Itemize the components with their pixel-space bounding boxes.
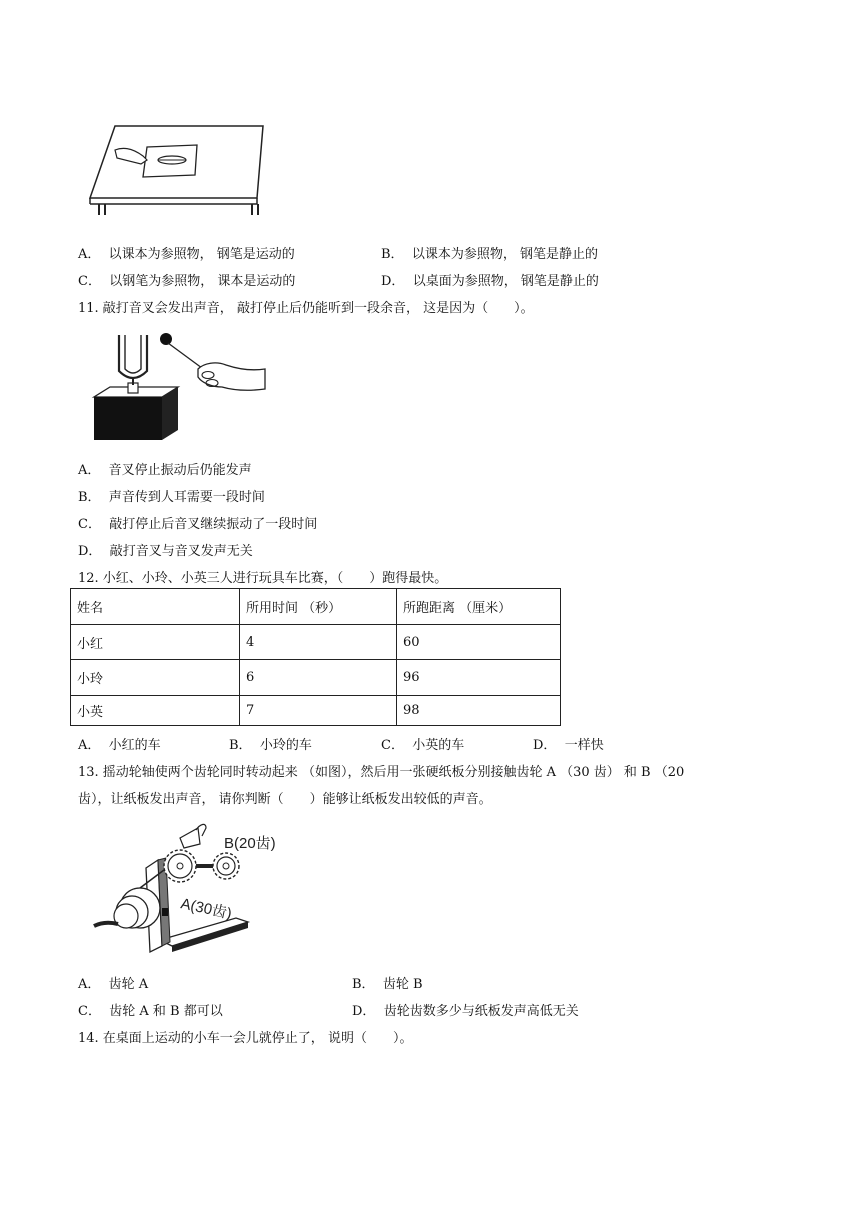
table-cell: 4 <box>240 625 397 660</box>
option-text: 一样快 <box>564 738 604 753</box>
option-letter: C． <box>78 1004 101 1019</box>
table-header-row <box>71 589 561 625</box>
table-row <box>71 625 561 660</box>
table-cell: 60 <box>397 625 561 660</box>
option-letter: B． <box>78 490 101 505</box>
q11-option-c[interactable] <box>78 513 317 532</box>
q12-option-b[interactable] <box>229 734 312 753</box>
option-letter: A． <box>78 247 101 262</box>
table-cell: 96 <box>397 660 561 696</box>
table-header-cell: 所跑距离 （厘米） <box>397 589 561 625</box>
option-letter: C． <box>381 738 404 753</box>
q10-option-d[interactable] <box>381 270 599 289</box>
q13-option-d[interactable] <box>352 1000 579 1019</box>
q13-option-a[interactable] <box>78 973 148 992</box>
figure-gears <box>88 818 288 958</box>
q12-option-c[interactable] <box>381 734 464 753</box>
table-header-cell: 所用时间 （秒） <box>240 589 397 625</box>
gear-a-label: A(30齿) <box>179 895 234 923</box>
option-letter: D． <box>381 274 405 289</box>
q12-data-table <box>70 588 561 726</box>
option-letter: A． <box>78 463 101 478</box>
q13-option-b[interactable] <box>352 973 423 992</box>
gear-a-icon <box>164 850 196 882</box>
option-letter: B． <box>352 977 375 992</box>
q11-option-d[interactable] <box>78 540 253 559</box>
figure-tuning-fork <box>90 325 275 445</box>
option-text: 小玲的车 <box>259 738 312 753</box>
table-cell: 6 <box>240 660 397 696</box>
q10-option-c[interactable] <box>78 270 295 289</box>
table-header-cell: 姓名 <box>71 589 240 625</box>
q12-option-a[interactable] <box>78 734 161 753</box>
option-letter: C． <box>78 274 101 289</box>
q12-stem: 12. 小红、小玲、小英三人进行玩具车比赛，（ ）跑得最快。 <box>78 571 448 586</box>
gear-b-icon <box>213 853 239 879</box>
option-text: 小英的车 <box>412 738 465 753</box>
option-text: 齿轮 B <box>382 977 423 992</box>
q11-stem: 11. 敲打音叉会发出声音， 敲打停止后仍能听到一段余音， 这是因为（ ）。 <box>78 301 534 316</box>
option-letter: D． <box>533 738 557 753</box>
option-letter: B． <box>381 247 404 262</box>
figure-table-book-pen <box>85 120 275 220</box>
table-cell: 98 <box>397 696 561 726</box>
table-cell: 小红 <box>71 625 240 660</box>
q13-stem-line-1: 13. 摇动轮轴使两个齿轮同时转动起来 （如图），然后用一张硬纸板分别接触齿轮 A （30 齿） 和 B （20 <box>78 765 685 780</box>
q13-option-c[interactable] <box>78 1000 223 1019</box>
option-text: 齿轮齿数多少与纸板发声高低无关 <box>383 1004 579 1019</box>
q13-stem-line-2: 齿），让纸板发出声音， 请你判断（ ）能够让纸板发出较低的声音。 <box>78 792 492 807</box>
option-letter: D． <box>352 1004 376 1019</box>
option-text: 声音传到人耳需要一段时间 <box>108 490 265 505</box>
q14-stem: 14. 在桌面上运动的小车一会儿就停止了， 说明（ ）。 <box>78 1031 413 1046</box>
table-cell: 小英 <box>71 696 240 726</box>
option-text: 音叉停止振动后仍能发声 <box>108 463 252 478</box>
q10-option-a[interactable] <box>78 243 295 262</box>
option-letter: C． <box>78 517 101 532</box>
option-text: 敲打停止后音叉继续振动了一段时间 <box>109 517 318 532</box>
gear-b-label: B(20齿) <box>224 835 276 852</box>
q11-option-b[interactable] <box>78 486 265 505</box>
option-text: 敲打音叉与音叉发声无关 <box>109 544 253 559</box>
option-text: 齿轮 A <box>108 977 149 992</box>
option-letter: A． <box>78 977 101 992</box>
option-text: 以课本为参照物， 钢笔是静止的 <box>411 247 598 262</box>
option-text: 齿轮 A 和 B 都可以 <box>109 1004 223 1019</box>
table-cell: 小玲 <box>71 660 240 696</box>
option-letter: B． <box>229 738 252 753</box>
table-row <box>71 660 561 696</box>
q11-option-a[interactable] <box>78 459 252 478</box>
option-text: 小红的车 <box>108 738 161 753</box>
option-letter: A． <box>78 738 101 753</box>
option-text: 以课本为参照物， 钢笔是运动的 <box>108 247 295 262</box>
option-letter: D． <box>78 544 102 559</box>
table-row <box>71 696 561 726</box>
option-text: 以钢笔为参照物， 课本是运动的 <box>109 274 296 289</box>
q10-option-b[interactable] <box>381 243 598 262</box>
table-cell: 7 <box>240 696 397 726</box>
q12-option-d[interactable] <box>533 734 604 753</box>
option-text: 以桌面为参照物， 钢笔是静止的 <box>412 274 599 289</box>
